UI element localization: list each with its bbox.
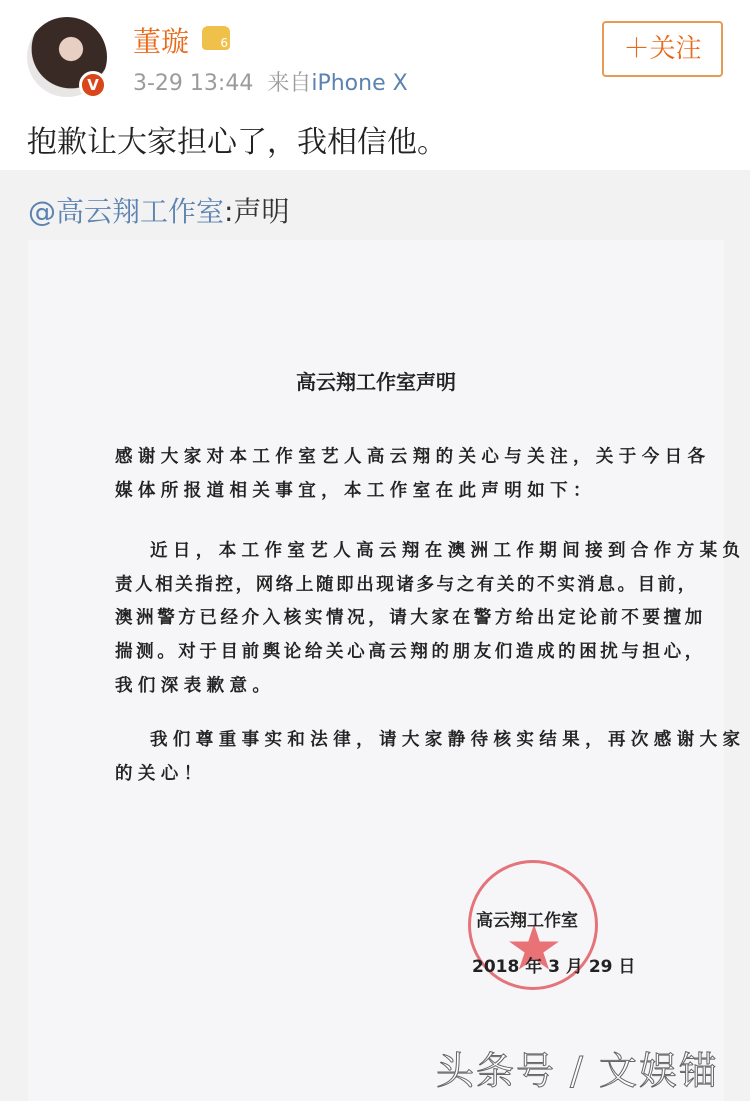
document-line: 我们尊重事实和法律，请大家静待核实结果，再次感谢大家 <box>150 730 746 750</box>
post-meta <box>133 66 408 97</box>
source-prefix: 来自 <box>267 71 312 96</box>
document-line: 媒体所报道相关事宜，本工作室在此声明如下： <box>115 481 596 501</box>
device: iPhone X <box>311 71 408 96</box>
document-line: 感谢大家对本工作室艺人高云翔的关心与关注，关于今日各 <box>115 447 711 467</box>
user-name[interactable]: 董璇 <box>133 25 190 58</box>
document-line: 澳洲警方已经介入核实情况，请大家在警方给出定论前不要擅加 <box>115 608 706 628</box>
post-text: 抱歉让大家担心了，我相信他。 <box>27 125 447 160</box>
follow-button[interactable]: ＋关注 <box>602 21 723 77</box>
verified-badge-icon: V <box>79 71 107 99</box>
signer: 高云翔工作室 <box>476 911 578 931</box>
document-title: 高云翔工作室声明 <box>296 370 456 394</box>
post-header <box>0 0 750 170</box>
timestamp: 3-29 13:44 <box>133 71 254 96</box>
statement-image[interactable] <box>28 240 746 1101</box>
watermark: 头条号 / 文娱锚 <box>436 1049 719 1093</box>
repost-header <box>28 190 289 230</box>
document-line: 责人相关指控，网络上随即出现诸多与之有关的不实消息。目前， <box>115 575 698 595</box>
document-line: 揣测。对于目前舆论给关心高云翔的朋友们造成的困扰与担心， <box>115 642 706 662</box>
document-line: 我们深表歉意。 <box>115 676 276 696</box>
repost-text: :声明 <box>224 195 290 228</box>
document-date: 2018 年 3 月 29 日 <box>472 957 636 977</box>
document-line: 近日，本工作室艺人高云翔在澳洲工作期间接到合作方某负 <box>150 541 746 561</box>
repost-user-link[interactable]: @高云翔工作室 <box>28 195 225 228</box>
crown-level-icon: 6 <box>202 26 230 50</box>
document-line: 的关心！ <box>115 764 207 784</box>
